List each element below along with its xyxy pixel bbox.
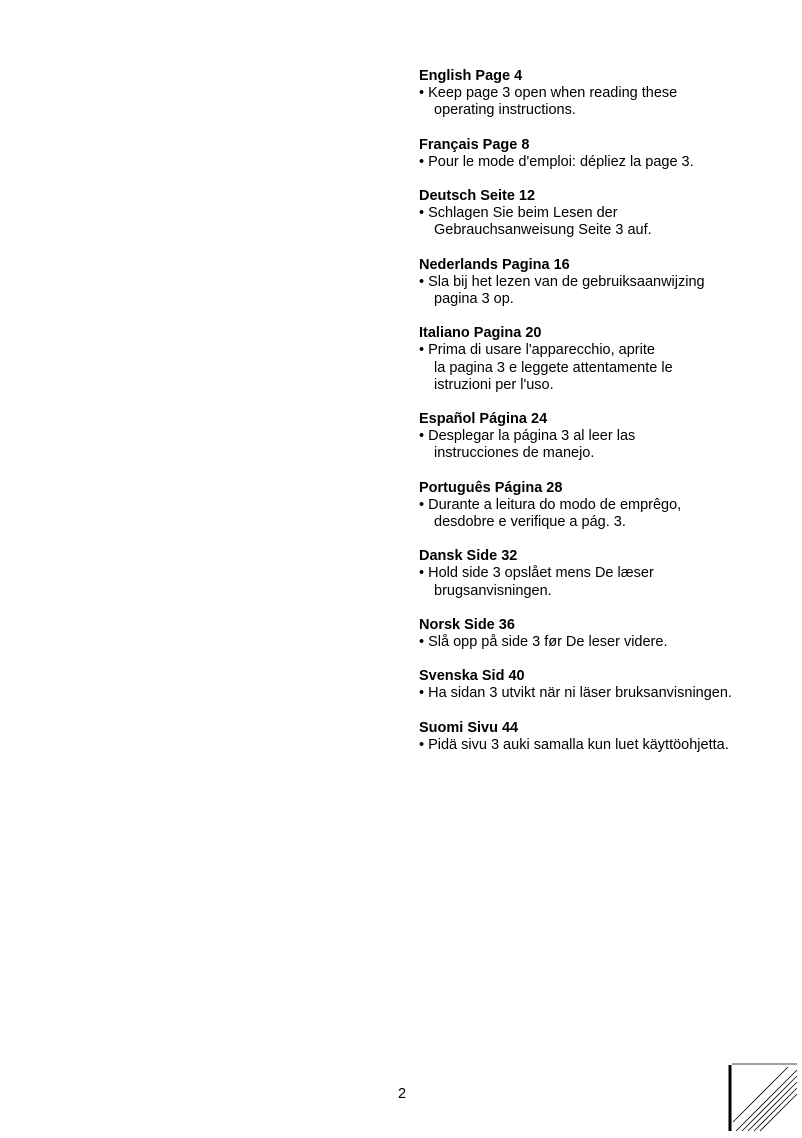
language-heading: Français Page 8: [419, 136, 530, 153]
language-instruction-line: istruzioni per l'uso.: [434, 376, 554, 393]
language-instruction-line: • Pour le mode d'emploi: dépliez la page 3.: [419, 153, 694, 170]
language-heading: Português Página 28: [419, 479, 563, 496]
language-heading: English Page 4: [419, 68, 523, 84]
language-instruction-line: • Prima di usare l'apparecchio, aprite: [419, 342, 655, 359]
language-instruction-line: desdobre e verifique a pág. 3.: [434, 514, 626, 531]
language-instruction-line: operating instructions.: [434, 102, 576, 119]
language-instruction-line: la pagina 3 e leggete attentamente le: [434, 359, 673, 376]
language-heading: Suomi Sivu 44: [419, 719, 519, 736]
language-instruction-line: • Schlagen Sie beim Lesen der: [419, 205, 618, 222]
language-heading: Deutsch Seite 12: [419, 188, 536, 205]
page-fold-corner-icon: [728, 1062, 798, 1132]
language-index: [419, 68, 779, 771]
language-instruction-line: • Pidä sivu 3 auki samalla kun luet käyttöohjetta.: [419, 736, 729, 753]
language-heading: Norsk Side 36: [419, 616, 515, 633]
language-instruction-line: brugsanvisningen.: [434, 582, 552, 599]
page-number: 2: [397, 1086, 407, 1102]
language-instruction-line: • Durante a leitura do modo de emprêgo,: [419, 496, 682, 513]
language-instruction-line: • Keep page 3 open when reading these: [419, 85, 678, 102]
language-block-dansk: [419, 548, 779, 600]
language-block-svenska: [419, 668, 779, 702]
language-block-francais: [419, 137, 779, 171]
language-block-deutsch: [419, 188, 779, 240]
language-instruction-line: • Desplegar la página 3 al leer las: [419, 428, 636, 445]
language-block-suomi: [419, 720, 779, 754]
language-instruction-line: Gebrauchsanweisung Seite 3 auf.: [434, 222, 652, 239]
language-block-portugues: [419, 480, 779, 532]
language-instruction-line: • Sla bij het lezen van de gebruiksaanwijzing: [419, 273, 705, 290]
language-heading: Svenska Sid 40: [419, 668, 525, 685]
language-heading: Español Página 24: [419, 411, 548, 428]
language-heading: Italiano Pagina 20: [419, 325, 542, 342]
language-block-espanol: [419, 411, 779, 463]
language-block-norsk: [419, 617, 779, 651]
language-instruction-line: • Slå opp på side 3 før De leser videre.: [419, 634, 668, 651]
language-block-nederlands: [419, 257, 779, 309]
language-instruction-line: pagina 3 op.: [434, 291, 514, 308]
language-instruction-line: • Ha sidan 3 utvikt när ni läser bruksanvisningen.: [419, 685, 732, 702]
language-instruction-line: • Hold side 3 opslået mens De læser: [419, 565, 654, 582]
language-heading: Dansk Side 32: [419, 548, 518, 565]
language-instruction-line: instrucciones de manejo.: [434, 445, 595, 462]
language-block-english: [419, 68, 779, 120]
language-block-italiano: [419, 325, 779, 394]
language-heading: Nederlands Pagina 16: [419, 256, 570, 273]
